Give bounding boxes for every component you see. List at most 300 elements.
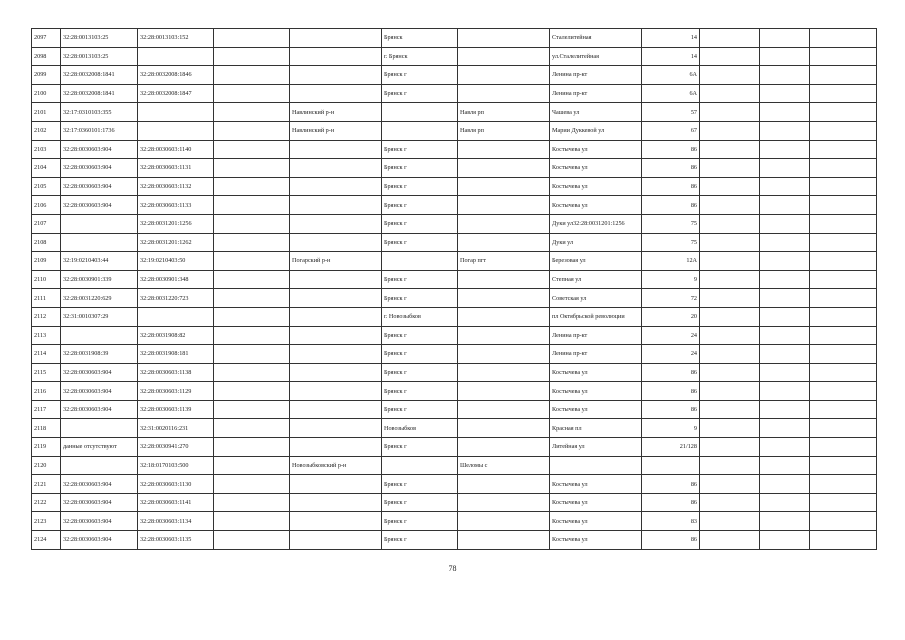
cell-col-4 (214, 47, 290, 66)
cell-col-4 (214, 159, 290, 178)
cell-col-11 (760, 326, 810, 345)
cell-cadastral-number: 32:28:0030603:904 (61, 531, 138, 550)
table-row (32, 233, 877, 252)
cell-street: Дуки ул32:28:0031201:1256 (550, 214, 642, 233)
cell-col-10 (700, 233, 760, 252)
cell-street: Костычева ул (550, 140, 642, 159)
cell-row-number: 2121 (32, 475, 61, 494)
cell-col-4 (214, 103, 290, 122)
cell-row-number: 2115 (32, 363, 61, 382)
cell-building-cadastral-number: 32:28:0030603:1139 (138, 400, 214, 419)
cell-row-number: 2109 (32, 252, 61, 271)
table-row (32, 29, 877, 48)
cell-col-12 (810, 214, 877, 233)
cell-building-cadastral-number: 32:28:0032008:1846 (138, 66, 214, 85)
cell-street: Марии Дуккевой ул (550, 121, 642, 140)
cell-house-number: 67 (642, 121, 700, 140)
cell-house-number: 86 (642, 177, 700, 196)
table-row (32, 159, 877, 178)
cell-col-4 (214, 493, 290, 512)
cell-street: Чашева ул (550, 103, 642, 122)
cell-row-number: 2111 (32, 289, 61, 308)
cell-col-11 (760, 456, 810, 475)
cell-col-12 (810, 438, 877, 457)
cell-col-4 (214, 233, 290, 252)
cell-row-number: 2110 (32, 270, 61, 289)
cell-row-number: 2124 (32, 531, 61, 550)
cell-col-12 (810, 66, 877, 85)
cell-col-11 (760, 121, 810, 140)
cell-col-11 (760, 345, 810, 364)
cell-city: Брянск г (382, 531, 458, 550)
cell-col-12 (810, 363, 877, 382)
cell-settlement (458, 289, 550, 308)
cell-street: Литейная ул (550, 438, 642, 457)
cell-building-cadastral-number (138, 307, 214, 326)
cell-col-12 (810, 29, 877, 48)
cell-row-number: 2114 (32, 345, 61, 364)
cell-city: Брянск г (382, 196, 458, 215)
cell-cadastral-number: 32:31:0010307:29 (61, 307, 138, 326)
cell-settlement (458, 512, 550, 531)
cell-street: ул.Сталелитейная (550, 47, 642, 66)
cell-street: Костычева ул (550, 493, 642, 512)
cell-city (382, 103, 458, 122)
cell-city: Брянск г (382, 233, 458, 252)
cell-house-number: 14 (642, 47, 700, 66)
cell-building-cadastral-number (138, 47, 214, 66)
table-row (32, 270, 877, 289)
cell-city: Новозыбков (382, 419, 458, 438)
cell-row-number: 2122 (32, 493, 61, 512)
cell-district (290, 363, 382, 382)
cell-cadastral-number: 32:17:0310103:355 (61, 103, 138, 122)
cell-col-12 (810, 196, 877, 215)
cell-house-number: 9 (642, 419, 700, 438)
cell-col-4 (214, 345, 290, 364)
cell-street: Костычева ул (550, 531, 642, 550)
cell-col-12 (810, 270, 877, 289)
cell-cadastral-number: 32:28:0030603:904 (61, 512, 138, 531)
cell-house-number: 83 (642, 512, 700, 531)
table-row (32, 289, 877, 308)
cell-col-12 (810, 531, 877, 550)
cell-street: Костычева ул (550, 177, 642, 196)
page-number: 78 (448, 564, 457, 573)
cell-street: Степная ул (550, 270, 642, 289)
cell-col-10 (700, 326, 760, 345)
cell-col-11 (760, 382, 810, 401)
cell-house-number: 9 (642, 270, 700, 289)
cell-cadastral-number: 32:28:0032008:1841 (61, 84, 138, 103)
cell-col-10 (700, 307, 760, 326)
cell-street: Ленина пр-кт (550, 84, 642, 103)
cell-col-11 (760, 140, 810, 159)
cell-col-10 (700, 177, 760, 196)
cell-settlement (458, 159, 550, 178)
cell-cadastral-number: 32:28:0013103:25 (61, 47, 138, 66)
cell-cadastral-number (61, 456, 138, 475)
cell-col-10 (700, 252, 760, 271)
cell-building-cadastral-number: 32:28:0030603:1140 (138, 140, 214, 159)
cell-building-cadastral-number: 32:28:0030603:1130 (138, 475, 214, 494)
cell-cadastral-number: 32:28:0030603:904 (61, 159, 138, 178)
cell-col-10 (700, 214, 760, 233)
cell-row-number: 2106 (32, 196, 61, 215)
cell-city: Брянск г (382, 493, 458, 512)
cell-settlement (458, 84, 550, 103)
cell-cadastral-number (61, 326, 138, 345)
cell-building-cadastral-number (138, 103, 214, 122)
cell-district (290, 400, 382, 419)
cell-col-11 (760, 419, 810, 438)
cell-row-number: 2097 (32, 29, 61, 48)
table-row (32, 121, 877, 140)
cell-col-4 (214, 140, 290, 159)
cell-row-number: 2103 (32, 140, 61, 159)
cell-col-4 (214, 29, 290, 48)
cell-col-10 (700, 289, 760, 308)
cell-city: Брянск г (382, 438, 458, 457)
cell-settlement: Погар пгт (458, 252, 550, 271)
cell-col-11 (760, 363, 810, 382)
cell-col-12 (810, 326, 877, 345)
cell-district (290, 345, 382, 364)
table-row (32, 307, 877, 326)
cell-house-number: 86 (642, 493, 700, 512)
table-row (32, 438, 877, 457)
cell-col-10 (700, 140, 760, 159)
cell-col-10 (700, 531, 760, 550)
cell-settlement (458, 29, 550, 48)
cell-building-cadastral-number: 32:28:0030603:1133 (138, 196, 214, 215)
cell-col-4 (214, 531, 290, 550)
cell-street: Костычева ул (550, 475, 642, 494)
cell-col-4 (214, 326, 290, 345)
cell-house-number: 86 (642, 531, 700, 550)
cell-settlement (458, 326, 550, 345)
cell-house-number: 14 (642, 29, 700, 48)
cell-building-cadastral-number: 32:28:0013103:152 (138, 29, 214, 48)
cell-house-number: 86 (642, 382, 700, 401)
cell-col-12 (810, 456, 877, 475)
cell-col-11 (760, 289, 810, 308)
cell-house-number: 57 (642, 103, 700, 122)
cell-building-cadastral-number: 32:28:0031908:181 (138, 345, 214, 364)
cell-col-11 (760, 531, 810, 550)
cell-col-10 (700, 363, 760, 382)
cell-building-cadastral-number: 32:18:0170103:500 (138, 456, 214, 475)
cell-settlement (458, 493, 550, 512)
cell-city (382, 121, 458, 140)
cell-row-number: 2107 (32, 214, 61, 233)
cell-row-number: 2100 (32, 84, 61, 103)
cell-col-10 (700, 66, 760, 85)
cell-col-4 (214, 456, 290, 475)
cell-col-12 (810, 400, 877, 419)
cell-city: Брянск г (382, 159, 458, 178)
cell-district (290, 84, 382, 103)
cell-col-11 (760, 252, 810, 271)
cell-col-12 (810, 493, 877, 512)
cell-street: Костычева ул (550, 363, 642, 382)
cell-house-number: 86 (642, 475, 700, 494)
cell-col-12 (810, 419, 877, 438)
cell-col-11 (760, 66, 810, 85)
cell-col-12 (810, 177, 877, 196)
cell-col-12 (810, 512, 877, 531)
cell-cadastral-number: 32:28:0031908:39 (61, 345, 138, 364)
cell-cadastral-number: 32:28:0030603:904 (61, 475, 138, 494)
cell-district: Погарский р-н (290, 252, 382, 271)
cell-col-11 (760, 196, 810, 215)
cell-settlement (458, 531, 550, 550)
cell-city: Брянск г (382, 140, 458, 159)
cell-district (290, 47, 382, 66)
table-row (32, 382, 877, 401)
cell-settlement (458, 214, 550, 233)
cell-row-number: 2119 (32, 438, 61, 457)
cell-settlement (458, 233, 550, 252)
cell-col-10 (700, 512, 760, 531)
cell-col-12 (810, 103, 877, 122)
cell-col-4 (214, 475, 290, 494)
cell-building-cadastral-number: 32:28:0030603:1134 (138, 512, 214, 531)
cell-district (290, 233, 382, 252)
cell-col-11 (760, 438, 810, 457)
cell-settlement (458, 382, 550, 401)
cell-city: г. Брянск (382, 47, 458, 66)
cell-house-number: 24 (642, 326, 700, 345)
cell-house-number: 21/128 (642, 438, 700, 457)
cell-district: Новозыбковский р-н (290, 456, 382, 475)
cell-building-cadastral-number: 32:28:0031220:723 (138, 289, 214, 308)
cell-row-number: 2112 (32, 307, 61, 326)
cell-cadastral-number: 32:28:0013103:25 (61, 29, 138, 48)
cell-col-10 (700, 493, 760, 512)
table-row (32, 47, 877, 66)
cell-district (290, 140, 382, 159)
cell-building-cadastral-number: 32:28:0030603:1141 (138, 493, 214, 512)
cell-col-11 (760, 307, 810, 326)
cell-cadastral-number: 32:17:0360101:1736 (61, 121, 138, 140)
cell-col-10 (700, 159, 760, 178)
cell-street: Дуки ул (550, 233, 642, 252)
cell-district: Навлинский р-н (290, 103, 382, 122)
table-row (32, 140, 877, 159)
cell-building-cadastral-number: 32:28:0030941:270 (138, 438, 214, 457)
table-row (32, 252, 877, 271)
table-row (32, 196, 877, 215)
cell-street: Советская ул (550, 289, 642, 308)
cell-street: Березовая ул (550, 252, 642, 271)
cell-col-4 (214, 512, 290, 531)
cell-building-cadastral-number: 32:28:0030603:1131 (138, 159, 214, 178)
cell-building-cadastral-number: 32:19:0210403:50 (138, 252, 214, 271)
cell-settlement (458, 307, 550, 326)
cell-district (290, 475, 382, 494)
cell-col-12 (810, 84, 877, 103)
cell-district (290, 531, 382, 550)
cell-city: Брянск г (382, 512, 458, 531)
cell-building-cadastral-number: 32:28:0030603:1138 (138, 363, 214, 382)
cell-city: Брянск г (382, 84, 458, 103)
cell-cadastral-number: 32:28:0032008:1841 (61, 66, 138, 85)
table-row (32, 103, 877, 122)
cell-cadastral-number: 32:28:0030603:904 (61, 493, 138, 512)
cell-district (290, 159, 382, 178)
cell-col-4 (214, 84, 290, 103)
cell-street (550, 456, 642, 475)
table-body (32, 29, 877, 550)
cell-col-12 (810, 382, 877, 401)
cell-col-11 (760, 84, 810, 103)
cell-district (290, 307, 382, 326)
cell-settlement (458, 419, 550, 438)
cell-building-cadastral-number: 32:28:0032008:1847 (138, 84, 214, 103)
cell-street: Костычева ул (550, 382, 642, 401)
table-row (32, 475, 877, 494)
cell-col-12 (810, 140, 877, 159)
table-row (32, 456, 877, 475)
cell-settlement (458, 177, 550, 196)
cell-cadastral-number: 32:28:0030603:904 (61, 177, 138, 196)
cell-row-number: 2118 (32, 419, 61, 438)
cell-col-12 (810, 159, 877, 178)
cell-house-number: 6А (642, 84, 700, 103)
table-row (32, 363, 877, 382)
cell-settlement (458, 438, 550, 457)
cell-building-cadastral-number: 32:28:0030603:1135 (138, 531, 214, 550)
cell-col-11 (760, 475, 810, 494)
cell-col-4 (214, 363, 290, 382)
cell-house-number (642, 456, 700, 475)
cell-building-cadastral-number: 32:28:0030603:1129 (138, 382, 214, 401)
cell-col-4 (214, 177, 290, 196)
cell-col-10 (700, 382, 760, 401)
cell-city: Брянск г (382, 475, 458, 494)
cell-col-11 (760, 29, 810, 48)
cell-row-number: 2120 (32, 456, 61, 475)
cell-col-10 (700, 103, 760, 122)
cell-col-4 (214, 270, 290, 289)
cell-house-number: 86 (642, 363, 700, 382)
cell-col-4 (214, 438, 290, 457)
cell-col-10 (700, 47, 760, 66)
cell-col-11 (760, 47, 810, 66)
cell-row-number: 2113 (32, 326, 61, 345)
cell-house-number: 72 (642, 289, 700, 308)
cell-col-11 (760, 400, 810, 419)
cell-cadastral-number: 32:28:0030603:904 (61, 363, 138, 382)
cell-settlement (458, 196, 550, 215)
cell-house-number: 86 (642, 400, 700, 419)
cell-city (382, 252, 458, 271)
cell-district (290, 512, 382, 531)
cell-cadastral-number: 32:28:0031220:629 (61, 289, 138, 308)
cell-building-cadastral-number: 32:28:0030603:1132 (138, 177, 214, 196)
property-register-table (31, 28, 877, 550)
cell-street: Костычева ул (550, 196, 642, 215)
cell-street: Красная пл (550, 419, 642, 438)
cell-col-4 (214, 214, 290, 233)
cell-col-4 (214, 289, 290, 308)
cell-col-12 (810, 345, 877, 364)
table-row (32, 419, 877, 438)
cell-house-number: 24 (642, 345, 700, 364)
cell-col-12 (810, 121, 877, 140)
cell-settlement (458, 345, 550, 364)
cell-city: Брянск г (382, 177, 458, 196)
cell-cadastral-number (61, 233, 138, 252)
cell-settlement (458, 270, 550, 289)
cell-district (290, 289, 382, 308)
cell-building-cadastral-number: 32:28:0031908:82 (138, 326, 214, 345)
cell-col-4 (214, 307, 290, 326)
cell-settlement (458, 47, 550, 66)
cell-district: Навлинский р-н (290, 121, 382, 140)
table-row (32, 84, 877, 103)
cell-row-number: 2116 (32, 382, 61, 401)
cell-col-4 (214, 66, 290, 85)
cell-col-4 (214, 196, 290, 215)
cell-col-11 (760, 512, 810, 531)
cell-row-number: 2105 (32, 177, 61, 196)
cell-district (290, 438, 382, 457)
cell-settlement: Навля рп (458, 121, 550, 140)
cell-district (290, 493, 382, 512)
cell-col-10 (700, 121, 760, 140)
cell-col-10 (700, 270, 760, 289)
cell-col-10 (700, 419, 760, 438)
cell-city: Брянск г (382, 289, 458, 308)
cell-col-11 (760, 214, 810, 233)
cell-settlement: Шеломы с (458, 456, 550, 475)
cell-row-number: 2117 (32, 400, 61, 419)
cell-col-11 (760, 103, 810, 122)
cell-city: Брянск г (382, 66, 458, 85)
table-row (32, 214, 877, 233)
table-row (32, 345, 877, 364)
cell-cadastral-number (61, 214, 138, 233)
table-row (32, 493, 877, 512)
cell-district (290, 326, 382, 345)
cell-cadastral-number: 32:28:0030603:904 (61, 140, 138, 159)
cell-city: Брянск г (382, 214, 458, 233)
cell-cadastral-number: 32:28:0030603:904 (61, 382, 138, 401)
cell-city: Брянск г (382, 326, 458, 345)
cell-col-11 (760, 177, 810, 196)
cell-district (290, 66, 382, 85)
cell-district (290, 382, 382, 401)
table-row (32, 326, 877, 345)
cell-house-number: 86 (642, 196, 700, 215)
cell-building-cadastral-number (138, 121, 214, 140)
cell-cadastral-number: 32:19:0210403:44 (61, 252, 138, 271)
cell-settlement (458, 363, 550, 382)
cell-street: Сталелитейная (550, 29, 642, 48)
cell-cadastral-number (61, 419, 138, 438)
cell-district (290, 196, 382, 215)
cell-cadastral-number: данные отсутствуют (61, 438, 138, 457)
cell-col-12 (810, 289, 877, 308)
cell-street: Ленина пр-кт (550, 66, 642, 85)
cell-settlement: Навля рп (458, 103, 550, 122)
cell-row-number: 2101 (32, 103, 61, 122)
cell-house-number: 75 (642, 233, 700, 252)
table-row (32, 512, 877, 531)
cell-col-10 (700, 345, 760, 364)
